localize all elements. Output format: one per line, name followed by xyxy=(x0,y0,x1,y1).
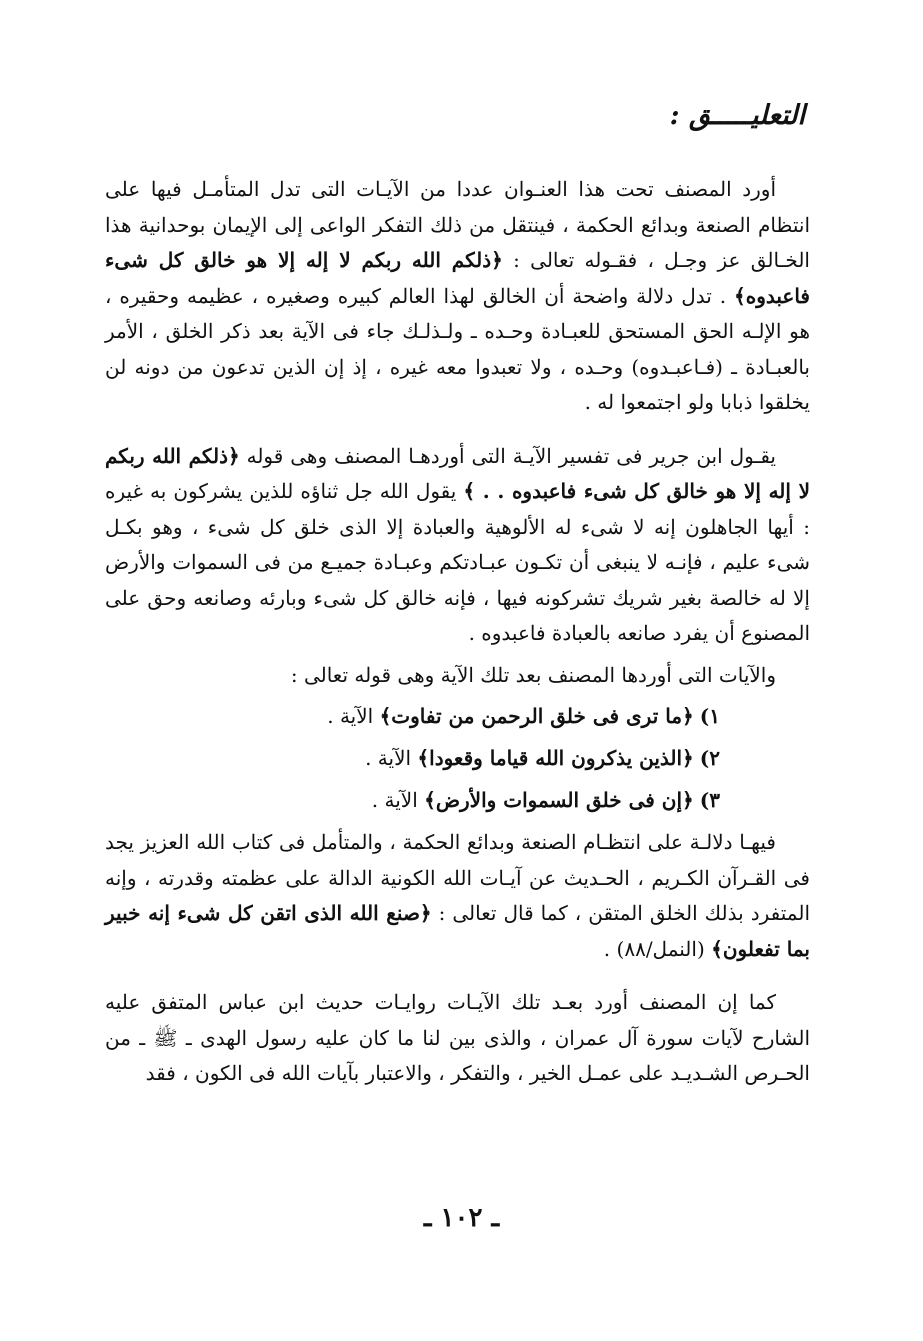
page-body xyxy=(105,172,810,1092)
list-item-tail: الآية . xyxy=(365,746,418,770)
paragraph-1 xyxy=(105,172,810,421)
paragraph-2 xyxy=(105,439,810,652)
section-heading: التعليـــــق : xyxy=(669,100,805,131)
quran-quote-1: ﴿ذلكم الله ربكم لا إله إلا هو خالق كل شىء فاعبدوه﴾ xyxy=(105,248,810,308)
page-number: ـ ١٠٢ ـ xyxy=(423,1203,500,1233)
list-item xyxy=(105,697,810,735)
list-item-number: ١) xyxy=(699,704,720,728)
paragraph-4-text-b: (النمل/٨٨) . xyxy=(603,936,712,961)
list-item-quote: ﴿الذين يذكرون الله قياما وقعودا﴾ xyxy=(417,746,694,770)
paragraph-2-text-a: يقـول ابن جرير فى تفسير الآيـة التى أوردهـا المصنف وهى قوله xyxy=(239,443,777,468)
paragraph-2-text-b: يقول الله جل ثناؤه للذين يشركون به غيره : أيها الجاهلون إنه لا شىء له الألوهية والعبادة إلا الذى خلق كل شىء ، وهو بكـل شىء عليم ، فإنـه لا ينبغى أن تكـون عبـادتكم وعبـادة جميـع من فى السموات والأرض إلا له خالصة بغير شريك تشركونه فيها ، فإنه خالق كل شىء وبارئه وصانعه وحق على المصنوع أن يفرد صانعه بالعبادة فاعبدوه . xyxy=(105,479,810,645)
list-item-number: ٢) xyxy=(699,746,720,770)
paragraph-1-text-b: . تدل دلالة واضحة أن الخالق لهذا العالم كبيره وصغيره ، عظيمه وحقيره ، هو الإلـه الحق المستحق للعبـادة وحـده ـ ولـذلـك جاء فى الآية بعد ذكر الخلق ، الأمر بالعبـادة ـ (فـاعبـدوه) وحـده ، ولا تعبدوا معه غيره ، إذ إن الذين تدعون من دونه لن يخلقوا ذبابا ولو اجتمعوا له . xyxy=(105,283,810,414)
paragraph-3: والآيات التى أوردها المصنف بعد تلك الآية وهى قوله تعالى : xyxy=(290,662,776,687)
quran-quote-4: ﴿صنع الله الذى اتقن كل شىء إنه خبير بما تفعلون﴾ xyxy=(105,901,810,961)
list-item-tail: الآية . xyxy=(327,704,380,728)
list-item xyxy=(105,739,810,777)
paragraph-5: كما إن المصنف أورد بعـد تلك الآيـات روايـات حديث ابن عباس المتفق عليه الشارح لآيات سورة آل عمران ، والذى بين لنا ما كان عليه رسول الهدى ـ ﷺ ـ من الحـرص الشـديـد على عمـل الخير ، والتفكر ، والاعتبار بآيات الله فى الكون ، فقد xyxy=(105,990,810,1085)
paragraph-1-text-a: أورد المصنف تحت هذا العنـوان عددا من الآيـات التى تدل المتأمـل فيها على انتظام الصنعة وبدائع الحكمة ، فينتقل من ذلك التفكر الواعى إلى الإيمان بوحدانية هذا الخـالق عز وجـل ، فقـوله تعالى : xyxy=(105,177,810,272)
paragraph-4 xyxy=(105,825,810,967)
list-item-number: ٣) xyxy=(699,788,720,812)
list-item-tail: الآية . xyxy=(371,788,425,812)
list-item-quote: ﴿إن فى خلق السموات والأرض﴾ xyxy=(424,788,694,812)
list-item xyxy=(105,781,810,819)
quran-quote-2: ﴿ذلكم الله ربكم لا إله إلا هو خالق كل شىء فاعبدوه . . ﴾ xyxy=(105,443,810,503)
list-item-quote: ﴿ما ترى فى خلق الرحمن من تفاوت﴾ xyxy=(379,704,694,728)
paragraph-4-text-a: فيهـا دلالـة على انتظـام الصنعة وبدائع الحكمة ، والمتأمل فى كتاب الله العزيز يجد فى القـرآن الكـريم ، الحـديث عن آيـات الله الكونية الدالة على عظمته وقدرته ، وإنه المتفرد بذلك الخلق المتقن ، كما قال تعالى : xyxy=(105,830,810,925)
